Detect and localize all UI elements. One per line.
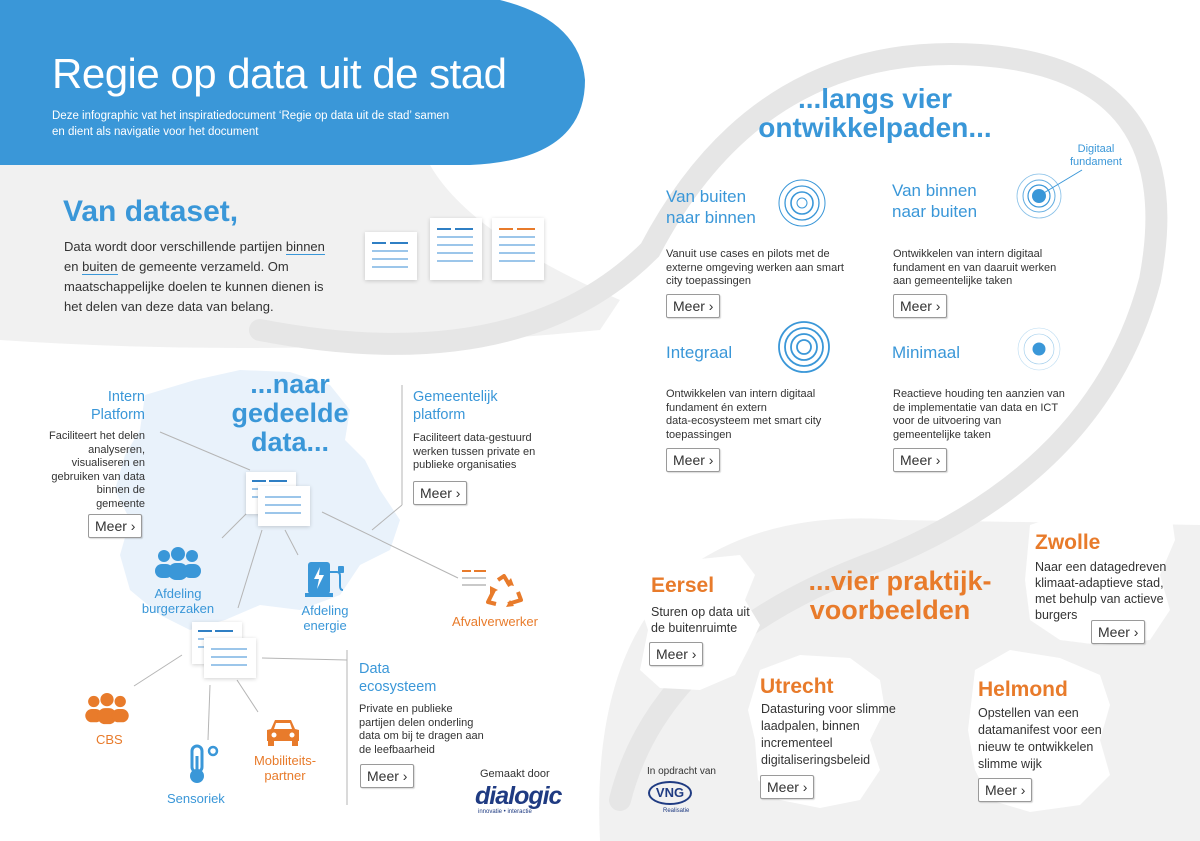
text-line: de buitenruimte (651, 621, 738, 635)
page-title: Regie op data uit de stad (52, 50, 507, 97)
label-line: Afdeling (301, 603, 349, 618)
label-line: Mobiliteits- (253, 753, 317, 768)
meer-button-intern[interactable]: Meer › (88, 514, 142, 538)
dialogic-tagline: innovatie • interactie (478, 809, 532, 815)
meer-button-utrecht[interactable]: Meer › (760, 775, 814, 799)
path-minimaal-title: Minimaal (892, 343, 961, 362)
path-title (666, 186, 756, 228)
data-doc-icon (204, 638, 256, 678)
meer-button-ecosysteem[interactable]: Meer › (360, 764, 414, 788)
text-line: incrementeel (761, 736, 833, 750)
text: Data wordt door verschillende partijen (64, 239, 286, 254)
text-line: gemeentelijke taken (893, 428, 991, 441)
text-line: data-ecosysteem met smart city (666, 415, 822, 427)
heading-line: ...naar (250, 369, 330, 399)
ecosysteem-text (359, 703, 499, 757)
utrecht-text (761, 701, 896, 769)
dataset-doc-icon (492, 218, 544, 280)
title-line: Van binnen (892, 181, 977, 200)
label-line: burgerzaken (141, 601, 215, 616)
fundament-label (1070, 143, 1122, 169)
people-group-icon (83, 693, 131, 727)
label-line: fundament (1070, 156, 1122, 168)
meer-button-helmond[interactable]: Meer › (978, 778, 1032, 802)
title-line: naar buiten (892, 202, 978, 221)
title-line: Intern (107, 389, 145, 405)
rings-integral-icon (777, 320, 831, 374)
heading-line: voorbeelden (809, 595, 971, 625)
label-line: Digitaal (1077, 143, 1115, 155)
data-doc-icon (258, 486, 310, 526)
label-line: energie (303, 618, 347, 633)
text-line: Sturen op data uit (651, 605, 750, 619)
gemeentelijk-title (413, 388, 563, 424)
text-line: de implementatie van data en ICT (893, 401, 1059, 414)
title-line: naar binnen (666, 208, 756, 227)
subtitle-line: en dient als navigatie voor het document (52, 126, 259, 138)
text-line: Opstellen van een (978, 706, 1079, 720)
gemeentelijk-platform (413, 388, 563, 473)
text-line: Ontwikkelen van intern digitaal (893, 248, 1043, 260)
path-text (893, 388, 1065, 442)
rings-core-icon (1015, 172, 1063, 220)
charging-station-icon (305, 558, 349, 600)
intern-title (30, 388, 145, 424)
cbs-label: CBS (96, 732, 123, 747)
ecosysteem-title (359, 660, 499, 696)
page-subtitle (52, 108, 449, 140)
text-line: digitaliseringsbeleid (761, 753, 871, 767)
title-line: Van buiten (666, 187, 747, 206)
text: binnen (285, 239, 325, 254)
label-line: Afdeling (154, 586, 202, 601)
text-line: datamanifest voor een (978, 723, 1102, 737)
meer-button-gemeentelijk[interactable]: Meer › (413, 481, 467, 505)
helmond-title: Helmond (978, 678, 1068, 701)
shared-heading (225, 370, 355, 457)
car-icon (263, 717, 303, 749)
text-line: burgers (1035, 608, 1078, 622)
text-line: de leefbaarheid (359, 743, 435, 756)
mobiliteit-label (240, 753, 330, 783)
dataset-heading: Van dataset, (63, 195, 239, 228)
dataset-text (64, 237, 325, 317)
vng-logo-text: VNG (655, 785, 685, 800)
eersel-text (651, 604, 750, 636)
recycle-icon (484, 574, 524, 610)
heading-line: data... (250, 427, 330, 457)
sensoriek-label: Sensoriek (167, 791, 225, 806)
text-line: voor de uitvoering van (893, 415, 1002, 427)
zwolle-text (1035, 559, 1166, 623)
text-line: analyseren, (88, 443, 145, 456)
zwolle-title: Zwolle (1035, 531, 1101, 554)
burgerzaken-label (130, 586, 226, 616)
text-line: visualiseren en (71, 457, 145, 469)
heading-line: ontwikkelpaden... (758, 112, 992, 143)
thermometer-icon (185, 744, 221, 786)
meer-button-integraal[interactable]: Meer › (666, 448, 720, 472)
text-line: toepassingen (666, 428, 732, 441)
dataset-line (64, 237, 325, 257)
opdracht-label: In opdracht van (647, 766, 716, 777)
title-line: ecosysteem (359, 679, 437, 695)
text-line: Reactieve houding ten aanzien van (893, 388, 1065, 400)
text-line: data om bij te dragen aan (359, 730, 484, 742)
rings-outer-icon (777, 178, 827, 228)
text-line: nieuw te ontwikkelen (978, 740, 1094, 754)
text-line: aan gemeentelijke taken (893, 275, 1013, 287)
text-line: publieke organisaties (413, 459, 517, 471)
text-line: met behulp van actieve (1035, 592, 1164, 606)
path-van-buiten (666, 186, 756, 228)
meer-button-minimaal[interactable]: Meer › (893, 448, 947, 472)
text-line: city toepassingen (666, 275, 751, 287)
text-line: klimaat-adaptieve stad, (1035, 576, 1164, 590)
meer-button-zwolle[interactable]: Meer › (1091, 620, 1145, 644)
path-van-binnen (892, 180, 977, 222)
text-line: partijen delen onderling (359, 716, 474, 729)
intern-platform (30, 388, 145, 511)
text-line: Ontwikkelen van intern digitaal (666, 388, 816, 400)
gemeentelijk-text (413, 432, 563, 473)
text-line: Vanuit use cases en pilots met de (666, 248, 830, 260)
gemaakt-door-label: Gemaakt door (480, 768, 550, 780)
dataset-line (64, 257, 325, 277)
path-integraal-title: Integraal (666, 343, 733, 362)
heading-line: gedeelde (231, 398, 349, 428)
text: buiten (82, 259, 118, 274)
vng-logo (648, 781, 692, 805)
meer-button-van-buiten[interactable]: Meer › (666, 294, 720, 318)
practice-heading (800, 567, 1000, 625)
subtitle-line: Deze infographic vat het inspiratiedocument ‘Regie op data uit de stad’ samen (52, 110, 450, 122)
path-text (893, 248, 1056, 289)
dot-minimal-icon (1016, 326, 1062, 372)
text-line: gemeente (96, 497, 145, 510)
dataset-doc-icon (430, 218, 482, 280)
heading-line: ...langs vier (797, 83, 953, 114)
vng-realisatie: Realisatie (663, 808, 690, 814)
energie-label (285, 603, 365, 633)
people-group-icon (153, 547, 203, 583)
text-line: werken tussen private en (413, 445, 536, 458)
intern-text (30, 430, 145, 511)
eersel-title: Eersel (651, 574, 715, 597)
text-line: fundament en van daaruit werken (893, 261, 1057, 274)
text-line: Private en publieke (359, 703, 453, 715)
text-line: laadpalen, binnen (761, 719, 860, 733)
text-line: Faciliteert het delen (49, 430, 145, 442)
afval-label: Afvalverwerker (452, 614, 538, 629)
meer-button-eersel[interactable]: Meer › (649, 642, 703, 666)
title-line: platform (413, 407, 466, 423)
utrecht-title: Utrecht (760, 675, 834, 698)
title-line: Platform (91, 407, 145, 423)
label-line: partner (264, 768, 306, 783)
dataset-line: het delen van deze data van belang. (64, 299, 274, 314)
title-line: Gemeentelijk (413, 389, 498, 405)
text-line: Faciliteert data-gestuurd (413, 432, 532, 444)
text-line: gebruiken van data (51, 470, 145, 483)
dataset-line: maatschappelijke doelen te kunnen dienen is (64, 279, 324, 294)
data-ecosysteem (359, 660, 499, 757)
dialogic-logo: dialogic (475, 782, 562, 810)
meer-button-van-binnen[interactable]: Meer › (893, 294, 947, 318)
text: en (64, 259, 83, 274)
text-line: slimme wijk (978, 757, 1042, 771)
dataset-doc-icon (365, 232, 417, 280)
path-text (666, 388, 821, 442)
text-line: binnen de (96, 484, 145, 496)
text-line: externe omgeving werken aan smart (666, 261, 844, 274)
path-title (892, 180, 977, 222)
text-line: fundament én extern (666, 401, 767, 414)
text-line: Datasturing voor slimme (761, 702, 896, 716)
helmond-text (978, 705, 1102, 773)
text: de gemeente verzameld. Om (117, 259, 289, 274)
text-line: Naar een datagedreven (1035, 560, 1167, 574)
heading-line: ...vier praktijk- (808, 566, 992, 596)
title-line: Data (359, 661, 390, 677)
path-text (666, 248, 844, 289)
paths-heading (758, 83, 992, 143)
